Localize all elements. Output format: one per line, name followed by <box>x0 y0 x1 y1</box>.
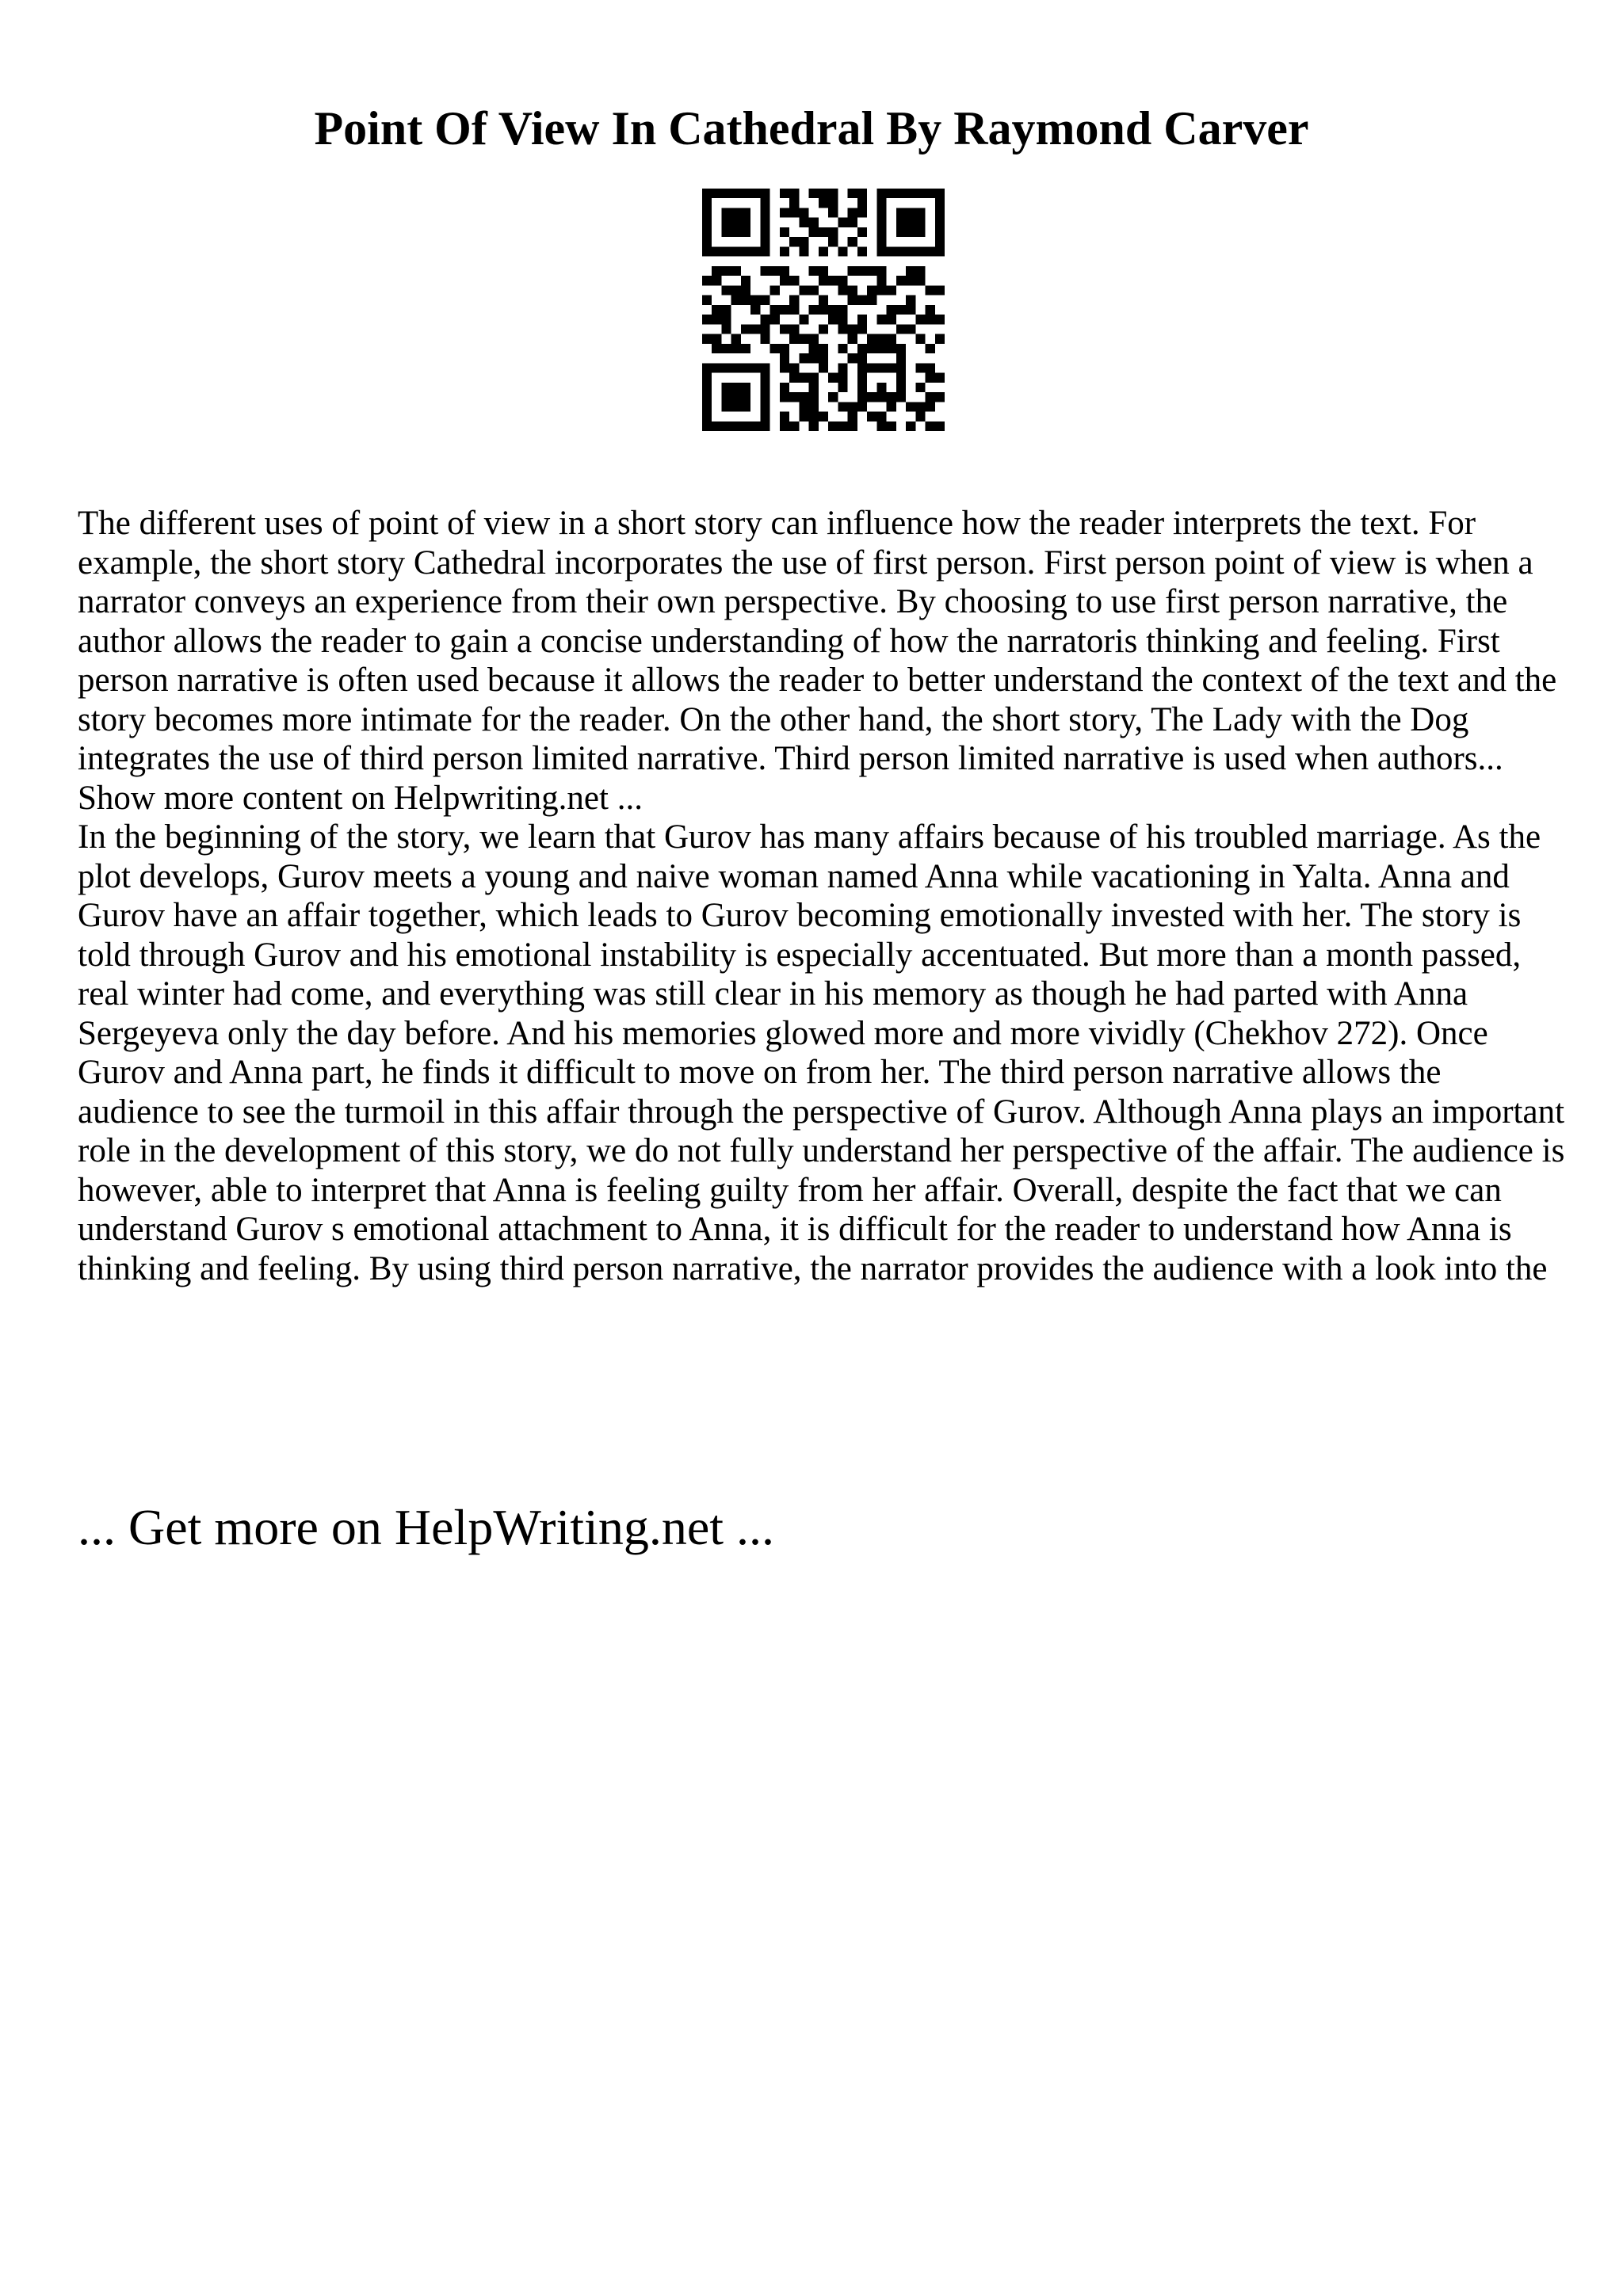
qr-code-icon[interactable] <box>702 189 945 431</box>
article-paragraph: In the beginning of the story, we learn that Gurov has many affairs because of his troubled marriage. As the plot develops, Gurov meets a young and naive woman named Anna while vacationing in Yalta. Anna and Gurov have an affair together, which leads to Gurov becoming emotionally invested with her. The story is told through Gurov and his emotional instability is especially accentuated. But more than a month passed, real winter had come, and everything was still clear in his memory as though he had parted with Anna Sergeyeva only the day before. And his memories glowed more and more vividly (Chekhov 272). Once Gurov and Anna part, he finds it difficult to move on from her. The third person narrative allows the audience to see the turmoil in this affair through the perspective of Gurov. Although Anna plays an important role in the development of this story, we do not fully understand her perspective of the affair. The audience is however, able to interpret that Anna is feeling guilty from her affair. Overall, despite the fact that we can understand Gurov s emotional attachment to Anna, it is difficult for the reader to understand how Anna is thinking and feeling. By using third person narrative, the narrator provides the audience with a look into the <box>78 818 1565 1287</box>
document-title: Point Of View In Cathedral By Raymond Carver <box>314 102 1309 154</box>
article-body <box>78 504 1568 1288</box>
article-paragraph: The different uses of point of view in a short story can influence how the reader interprets the text. For example, the short story Cathedral incorporates the use of first person. First person point of view is when a narrator conveys an experience from their own perspective. By choosing to use first person narrative, the author allows the reader to gain a concise understanding of how the narratoris thinking and feeling. First person narrative is often used because it allows the reader to better understand the context of the text and the story becomes more intimate for the reader. On the other hand, the short story, The Lady with the Dog integrates the use of third person limited narrative. Third person limited narrative is used when authors... Show more content on Helpwriting.net ... <box>78 505 1557 817</box>
get-more-link[interactable]: ... Get more on HelpWriting.net ... <box>78 1499 774 1555</box>
